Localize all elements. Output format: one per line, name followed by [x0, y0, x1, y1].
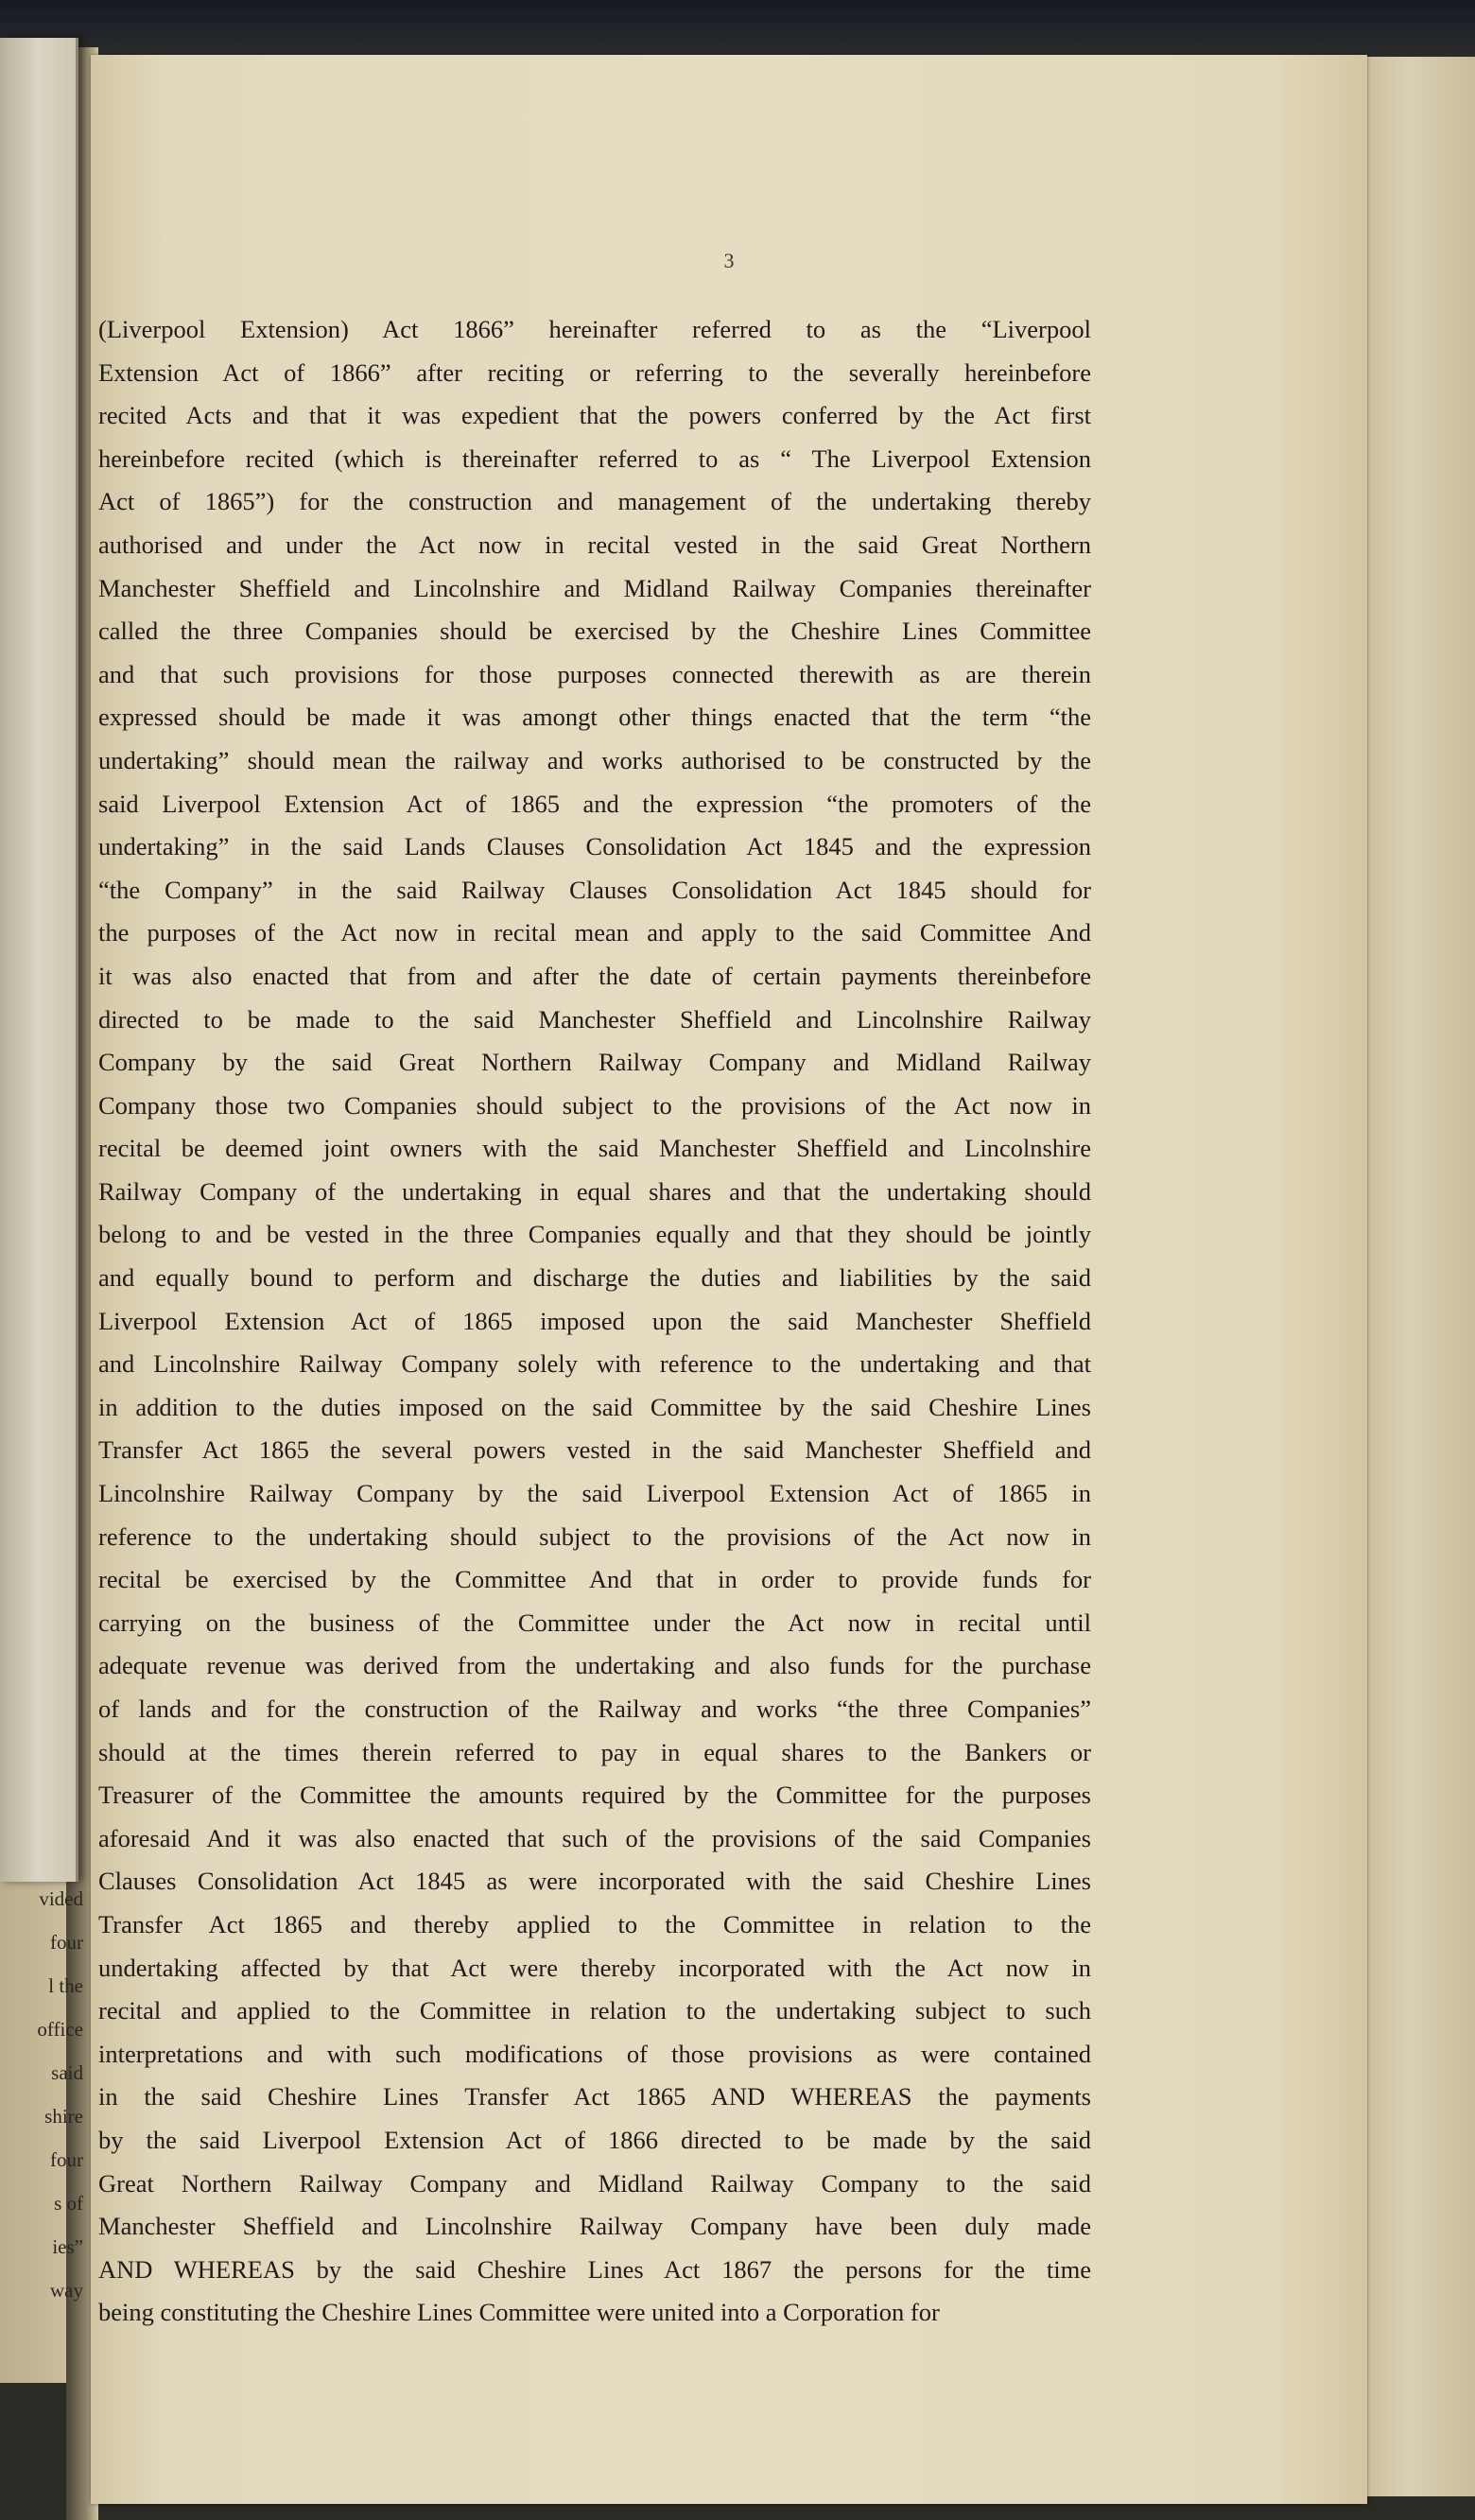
- margin-fragment: l the: [48, 1974, 83, 1997]
- margin-fragment: said: [51, 2061, 83, 2084]
- text-line: Company by the said Great Northern Railway Company and Midland Railway: [98, 1048, 1091, 1077]
- facing-page-strip: [0, 38, 78, 1882]
- document-page: [91, 55, 1367, 2504]
- back-page-edge: [1362, 57, 1475, 2496]
- margin-fragment: four: [50, 1931, 83, 1954]
- text-line: Liverpool Extension Act of 1865 imposed upon the said Manchester Sheffield: [98, 1306, 1091, 1335]
- text-line: adequate revenue was derived from the undertaking and also funds for the purchase: [98, 1651, 1091, 1680]
- text-line: and equally bound to perform and discharge the duties and liabilities by the said: [98, 1263, 1091, 1293]
- margin-text-fragments: [0, 1877, 87, 2312]
- text-line: hereinbefore recited (which is thereinafter referred to as “ The Liverpool Extension: [98, 443, 1091, 473]
- text-line: Manchester Sheffield and Lincolnshire Railway Company have been duly made: [98, 2212, 1091, 2241]
- text-line: and that such provisions for those purposes connected therewith as are therein: [98, 659, 1091, 688]
- margin-fragment: office: [37, 2018, 83, 2041]
- text-line: in addition to the duties imposed on the said Committee by the said Cheshire Lines: [98, 1392, 1091, 1421]
- body-text: [98, 308, 1091, 2335]
- margin-fragment: way: [50, 2279, 83, 2302]
- text-line: it was also enacted that from and after the date of certain payments thereinbefore: [98, 961, 1091, 990]
- margin-fragment: s of: [54, 2192, 83, 2215]
- text-line: of lands and for the construction of the Railway and works “the three Companies”: [98, 1694, 1091, 1723]
- text-line: Lincolnshire Railway Company by the said Liverpool Extension Act of 1865 in: [98, 1479, 1091, 1508]
- margin-fragment: shire: [44, 2105, 83, 2128]
- text-line: called the three Companies should be exercised by the Cheshire Lines Committee: [98, 617, 1091, 646]
- text-line: AND WHEREAS by the said Cheshire Lines Act 1867 the persons for the time: [98, 2254, 1091, 2284]
- text-line: carrying on the business of the Committee under the Act now in recital until: [98, 1608, 1091, 1637]
- text-line: should at the times therein referred to pay in equal shares to the Bankers or: [98, 1737, 1091, 1766]
- text-line: Clauses Consolidation Act 1845 as were incorporated with the said Cheshire Lines: [98, 1867, 1091, 1896]
- text-line: Company those two Companies should subject to the provisions of the Act now in: [98, 1090, 1091, 1120]
- text-line: “the Company” in the said Railway Clauses Consolidation Act 1845 should for: [98, 875, 1091, 904]
- text-line: in the said Cheshire Lines Transfer Act 1865 AND WHEREAS the payments: [98, 2082, 1091, 2112]
- text-line: recital and applied to the Committee in relation to the undertaking subject to such: [98, 1996, 1091, 2025]
- text-line: undertaking” should mean the railway and works authorised to be constructed by the: [98, 745, 1091, 774]
- text-line: and Lincolnshire Railway Company solely with reference to the undertaking and that: [98, 1349, 1091, 1379]
- text-line: Transfer Act 1865 the several powers vested in the said Manchester Sheffield and: [98, 1435, 1091, 1465]
- text-line: belong to and be vested in the three Companies equally and that they should be jointly: [98, 1220, 1091, 1249]
- text-line: recital be exercised by the Committee And that in order to provide funds for: [98, 1565, 1091, 1594]
- text-line: directed to be made to the said Manchester Sheffield and Lincolnshire Railway: [98, 1004, 1091, 1034]
- text-line: Transfer Act 1865 and thereby applied to the Committee in relation to the: [98, 1909, 1091, 1938]
- text-line: by the said Liverpool Extension Act of 1866 directed to be made by the said: [98, 2125, 1091, 2154]
- text-line: said Liverpool Extension Act of 1865 and the expression “the promoters of the: [98, 789, 1091, 818]
- text-line: undertaking” in the said Lands Clauses Consolidation Act 1845 and the expression: [98, 832, 1091, 861]
- margin-fragment: four: [50, 2148, 83, 2171]
- text-line: Great Northern Railway Company and Midland Railway Company to the said: [98, 2168, 1091, 2198]
- text-line: undertaking affected by that Act were thereby incorporated with the Act now in: [98, 1953, 1091, 1982]
- text-line: Manchester Sheffield and Lincolnshire and Midland Railway Companies thereinafter: [98, 573, 1091, 602]
- text-line: Act of 1865”) for the construction and management of the undertaking thereby: [98, 487, 1091, 516]
- text-line: authorised and under the Act now in recital vested in the said Great Northern: [98, 530, 1091, 559]
- page-number: 3: [723, 249, 735, 272]
- text-line: expressed should be made it was amongt other things enacted that the term “the: [98, 703, 1091, 732]
- text-line: the purposes of the Act now in recital mean and apply to the said Committee And: [98, 918, 1091, 947]
- text-line: Extension Act of 1866” after reciting or referring to the severally hereinbefore: [98, 357, 1091, 387]
- text-line: interpretations and with such modifications of those provisions as were contained: [98, 2039, 1091, 2068]
- background-top: [0, 0, 1475, 57]
- text-line: being constituting the Cheshire Lines Committee were united into a Corporation for: [98, 2298, 940, 2327]
- text-line: (Liverpool Extension) Act 1866” hereinafter referred to as the “Liverpool: [98, 315, 1091, 343]
- margin-fragment: vided: [39, 1887, 83, 1910]
- text-line: reference to the undertaking should subject to the provisions of the Act now in: [98, 1521, 1091, 1551]
- margin-fragment: ies”: [52, 2235, 83, 2258]
- text-line: recited Acts and that it was expedient that the powers conferred by the Act first: [98, 401, 1091, 430]
- text-line: aforesaid And it was also enacted that such of the provisions of the said Companies: [98, 1823, 1091, 1852]
- text-line: recital be deemed joint owners with the said Manchester Sheffield and Lincolnshire: [98, 1134, 1091, 1163]
- text-line: Railway Company of the undertaking in equal shares and that the undertaking should: [98, 1176, 1091, 1206]
- text-line: Treasurer of the Committee the amounts required by the Committee for the purposes: [98, 1781, 1091, 1810]
